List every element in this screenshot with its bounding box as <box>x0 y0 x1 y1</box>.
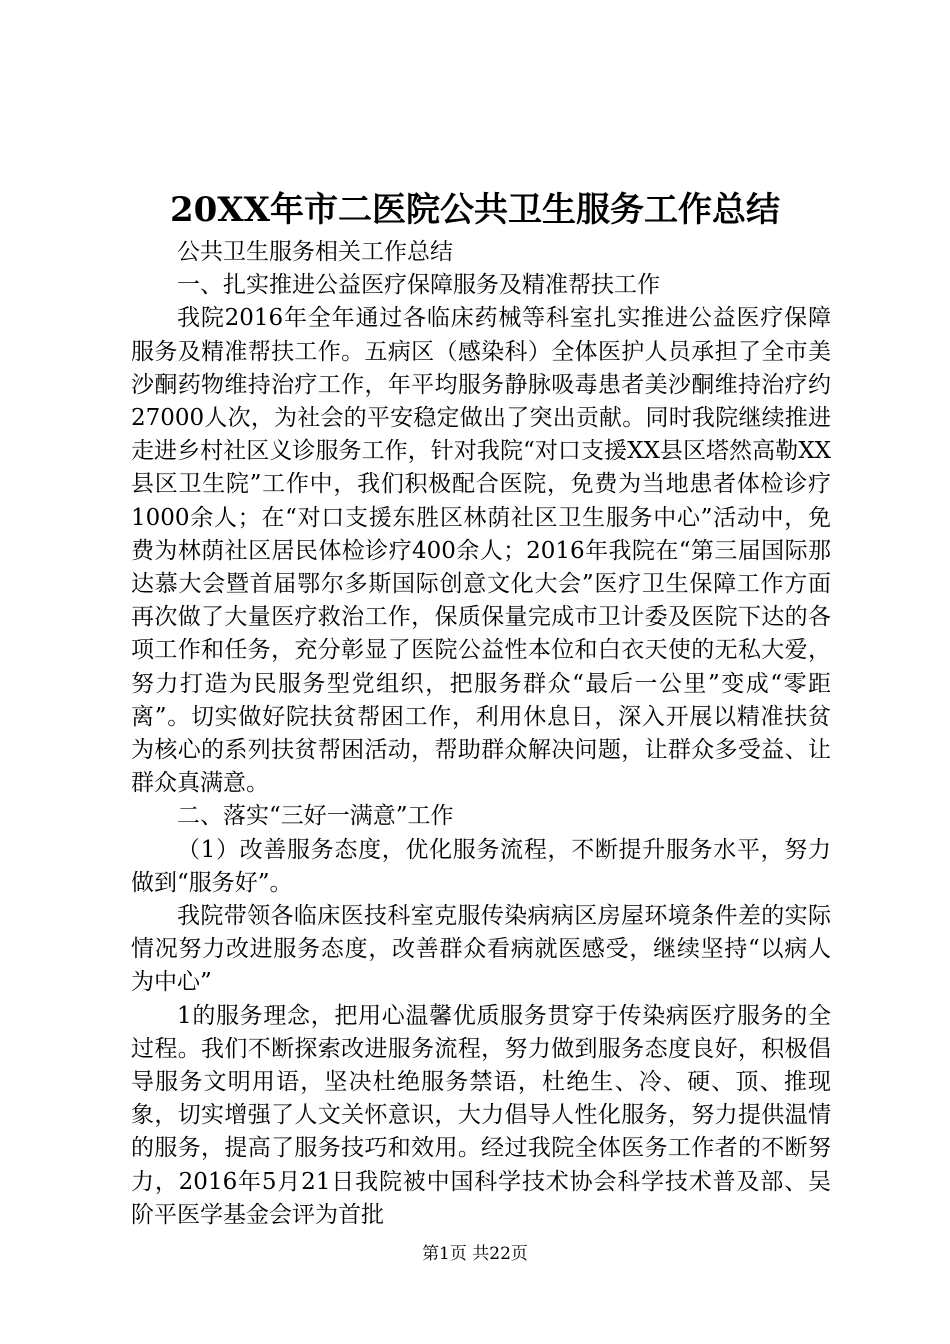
paragraph: 1的服务理念，把用心温馨优质服务贯穿于传染病医疗服务的全过程。我们不断探索改进服务流程，努力做到服务态度良好，积极倡导服务文明用语，坚决杜绝服务禁语，杜绝生、冷、硬、顶、推现象，切实增强了人文关怀意识，大力倡导人性化服务，努力提供温情的服务，提高了服务技巧和效用。经过我院全体医务工作者的不断努力，2016年5月21日我院被中国科学技术协会科学技术普及部、吴阶平医学基金会评为首批 <box>131 1002 831 1228</box>
page-footer: 第1页 共22页 <box>422 1244 528 1264</box>
section-heading-1: 一、扎实推进公益医疗保障服务及精准帮扶工作 <box>177 272 660 299</box>
paragraph: 我院带领各临床医技科室克服传染病病区房屋环境条件差的实际情况努力改进服务态度，改善群众看病就医感受，继续坚持“以病人为中心” <box>131 903 831 996</box>
paragraph: （1）改善服务态度，优化服务流程，不断提升服务水平，努力做到“服务好”。 <box>131 836 831 896</box>
document-body <box>131 236 831 1232</box>
paragraph-subtitle: 公共卫生服务相关工作总结 <box>177 239 453 265</box>
paragraph: 我院2016年全年通过各临床药械等科室扎实推进公益医疗保障服务及精准帮扶工作。五病区（感染科）全体医护人员承担了全市美沙酮药物维持治疗工作，年平均服务静脉吸毒患者美沙酮维持治疗约27000人次，为社会的平安稳定做出了突出贡献。同时我院继续推进走进乡村社区义诊服务工作，针对我院“对口支援XX县区塔然高勒XX县区卫生院”工作中，我们积极配合医院，免费为当地患者体检诊疗1000余人；在“对口支援东胜区林荫社区卫生服务中心”活动中，免费为林荫社区居民体检诊疗400余人；2016年我院在“第三届国际那达慕大会暨首届鄂尔多斯国际创意文化大会”医疗卫生保障工作方面再次做了大量医疗救治工作，保质保量完成市卫计委及医院下达的各项工作和任务，充分彰显了医院公益性本位和白衣天使的无私大爱，努力打造为民服务型党组织，把服务群众“最后一公里”变成“零距离”。切实做好院扶贫帮困工作，利用休息日，深入开展以精准扶贫为核心的系列扶贫帮困活动，帮助群众解决问题，让群众多受益、让群众真满意。 <box>131 305 831 797</box>
section-heading-2: 二、落实“三好一满意”工作 <box>177 803 454 830</box>
document-title: 20XX年市二医院公共卫生服务工作总结 <box>169 190 781 230</box>
